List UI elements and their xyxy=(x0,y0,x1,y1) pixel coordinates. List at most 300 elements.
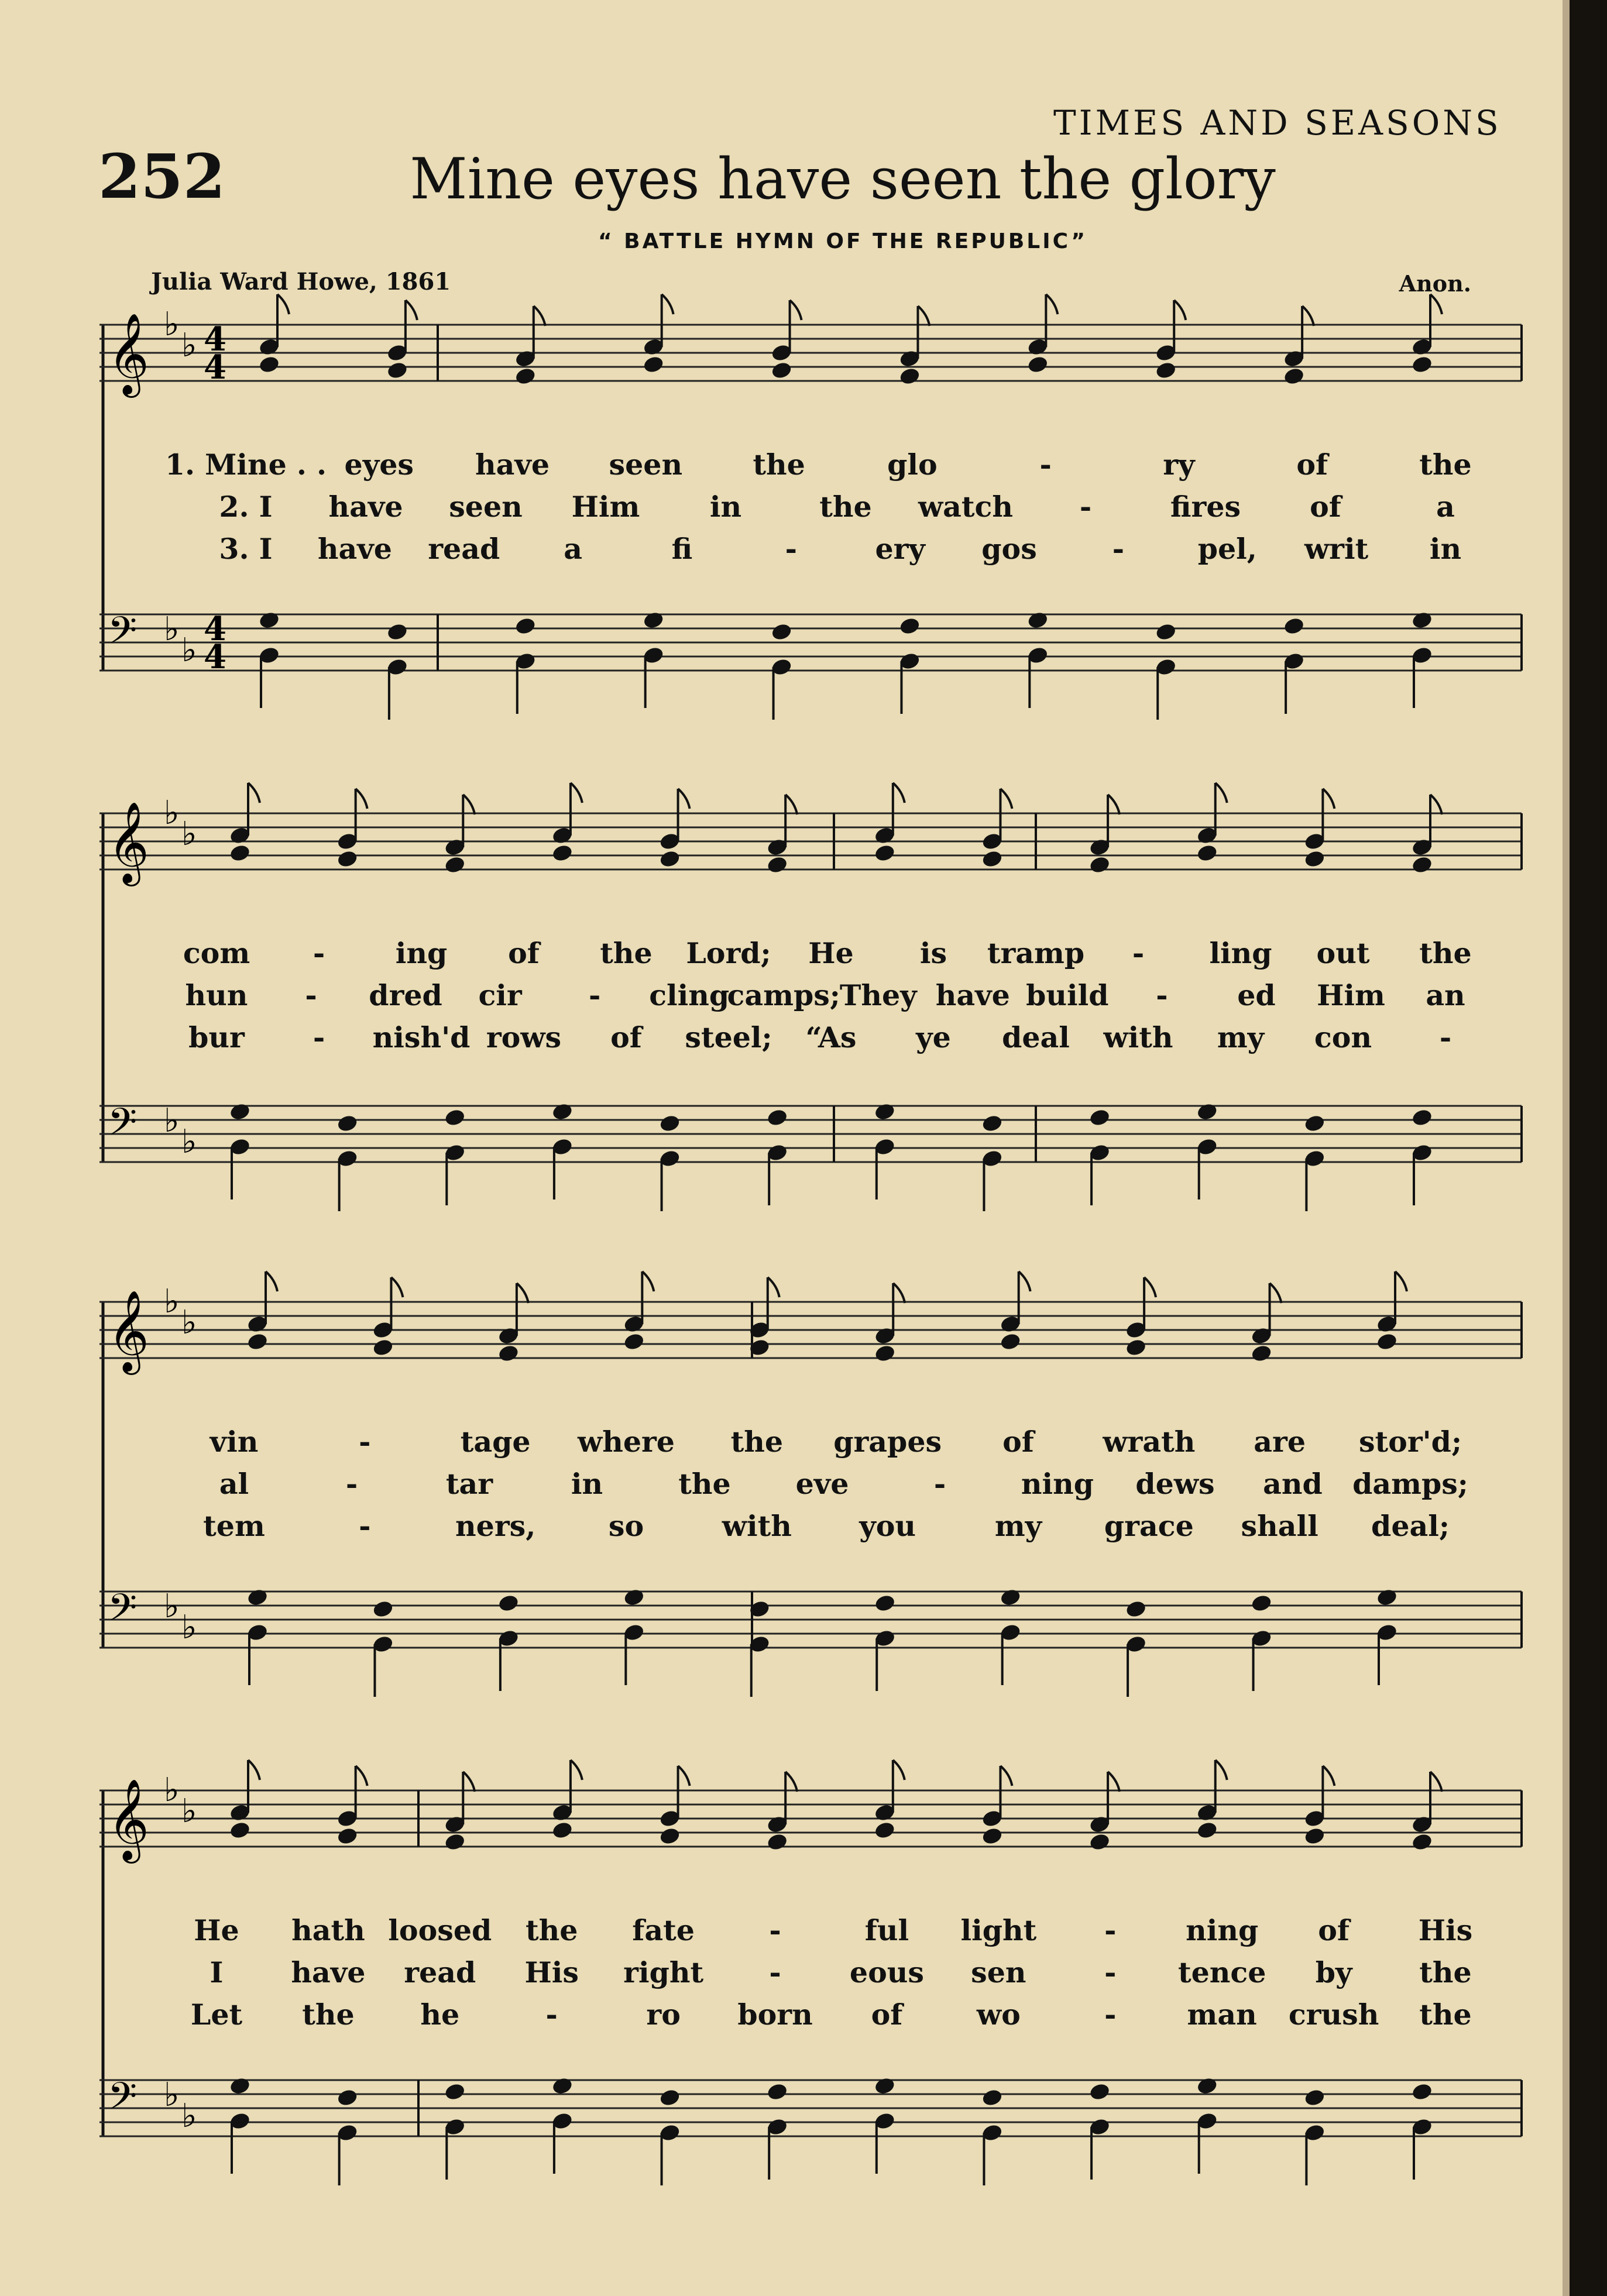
lyric-syllable: - xyxy=(305,978,317,1012)
lyric-syllable: His xyxy=(1418,1913,1473,1947)
note-head xyxy=(1303,849,1326,868)
lyric-syllable: - xyxy=(1104,1955,1117,1989)
note-flag xyxy=(534,306,545,326)
note-head xyxy=(1155,360,1177,380)
treble-clef-icon: 𝄞 xyxy=(108,1290,149,1372)
treble-clef-icon: 𝄞 xyxy=(108,802,149,883)
lyric-syllable: the xyxy=(526,1913,578,1947)
lyric-syllable: cling xyxy=(649,978,730,1012)
note-head xyxy=(1196,2076,1218,2095)
note-head xyxy=(874,1343,896,1363)
lyric-syllable: build xyxy=(1026,978,1109,1012)
note-flag xyxy=(571,783,582,803)
lyric-syllable: Him xyxy=(1317,978,1385,1012)
time-signature: 4 xyxy=(204,348,226,387)
lyric-syllable: 1. Mine . . xyxy=(164,448,327,482)
flat-icon: ♭ xyxy=(181,1304,197,1342)
lyric-syllable: - xyxy=(359,1509,371,1543)
hymn-composer: Anon. xyxy=(1399,270,1471,297)
note-head xyxy=(1411,1108,1433,1127)
lyric-verse-line xyxy=(99,936,1527,971)
lyric-syllable: tramp xyxy=(987,936,1085,970)
note-head xyxy=(658,2088,681,2107)
lyric-syllable: he xyxy=(420,1998,460,2032)
note-flag xyxy=(678,1766,690,1786)
flat-icon: ♭ xyxy=(181,326,197,365)
note-head xyxy=(229,843,251,862)
lyric-syllable: the xyxy=(1419,936,1472,970)
flat-icon: ♭ xyxy=(164,1283,180,1321)
page-edge-shadow xyxy=(1563,0,1570,2296)
note-flag xyxy=(356,1766,368,1786)
lyric-syllable: fires xyxy=(1170,490,1241,524)
flat-icon: ♭ xyxy=(181,1792,197,1830)
lyric-syllable: with xyxy=(1103,1020,1173,1054)
note-head xyxy=(1411,1832,1433,1851)
treble-clef-icon: 𝄞 xyxy=(108,1779,149,1860)
note-head xyxy=(770,360,792,380)
lyric-syllable: crush xyxy=(1288,1998,1379,2032)
note-head xyxy=(372,1338,394,1357)
note-head xyxy=(981,1826,1003,1845)
time-signature: 4 xyxy=(204,320,226,359)
lyric-verse-line xyxy=(99,1998,1527,2033)
lyric-syllable: the xyxy=(1419,448,1472,482)
note-flag xyxy=(1215,783,1227,803)
lyric-syllable: - xyxy=(769,1955,781,1989)
lyric-verse-line xyxy=(99,1955,1527,1991)
lyric-syllable: the xyxy=(730,1425,784,1459)
flat-icon: ♭ xyxy=(164,610,180,648)
lyric-syllable: my xyxy=(994,1509,1042,1543)
note-head xyxy=(658,1826,681,1845)
note-head xyxy=(1088,855,1111,874)
lyric-syllable: the xyxy=(678,1467,731,1501)
note-head xyxy=(1088,1832,1111,1851)
note-head xyxy=(1026,355,1049,374)
lyric-syllable: the xyxy=(600,936,653,970)
note-flag xyxy=(893,783,905,803)
note-head xyxy=(1196,843,1218,862)
note-head xyxy=(444,1832,466,1851)
note-flag xyxy=(1019,1271,1031,1291)
note-head xyxy=(336,1113,358,1133)
note-flag xyxy=(391,1277,403,1297)
lyric-syllable: I xyxy=(210,1955,224,1989)
lyric-syllable: - xyxy=(1132,936,1145,970)
note-head xyxy=(874,1102,896,1121)
lyric-syllable: is xyxy=(919,936,947,970)
lyric-syllable: ful xyxy=(864,1913,909,1947)
note-head xyxy=(766,855,788,874)
note-flag xyxy=(785,795,797,814)
note-head xyxy=(1000,1332,1022,1351)
note-head xyxy=(770,622,792,641)
lyric-syllable: rows xyxy=(486,1020,562,1054)
lyric-syllable: grapes xyxy=(833,1425,942,1459)
note-head xyxy=(229,1820,251,1840)
lyric-syllable: are xyxy=(1254,1425,1306,1459)
lyric-syllable: wrath xyxy=(1103,1425,1196,1459)
note-head xyxy=(898,366,921,386)
music-score xyxy=(99,0,1527,2296)
note-head xyxy=(898,616,921,635)
lyric-syllable: damps; xyxy=(1352,1467,1468,1501)
note-head xyxy=(623,1587,645,1607)
note-head xyxy=(386,622,408,641)
flat-icon: ♭ xyxy=(164,1771,180,1809)
lyric-syllable: ye xyxy=(916,1020,951,1054)
note-flag xyxy=(1430,1772,1442,1792)
lyric-syllable: you xyxy=(859,1509,916,1543)
note-head xyxy=(1196,1102,1218,1121)
lyric-syllable: of xyxy=(1318,1913,1350,1947)
note-head xyxy=(643,355,665,374)
lyric-syllable: steel; xyxy=(685,1020,772,1054)
note-head xyxy=(551,2076,574,2095)
lyric-syllable: tem xyxy=(203,1509,265,1543)
note-flag xyxy=(1000,1766,1012,1786)
note-flag xyxy=(1215,1760,1227,1780)
lyric-syllable: tage xyxy=(460,1425,531,1459)
note-head xyxy=(1155,622,1177,641)
lyric-syllable: - xyxy=(933,1467,946,1501)
hymn-author: Julia Ward Howe, 1861 xyxy=(151,268,451,295)
lyric-syllable: al xyxy=(219,1467,249,1501)
bass-clef-icon: 𝄢 xyxy=(108,609,138,662)
lyric-syllable: pel, xyxy=(1197,532,1257,566)
lyric-syllable: have xyxy=(475,448,550,482)
lyric-syllable: in xyxy=(709,490,742,524)
lyric-syllable: com xyxy=(183,936,250,970)
lyric-syllable: - xyxy=(1112,532,1125,566)
lyric-syllable: Him xyxy=(571,490,640,524)
note-head xyxy=(514,366,537,386)
lyric-syllable: out xyxy=(1316,936,1370,970)
lyric-syllable: tar xyxy=(445,1467,493,1501)
note-head xyxy=(1125,1338,1147,1357)
note-head xyxy=(258,610,280,630)
note-flag xyxy=(1430,294,1442,314)
lyric-syllable: seen xyxy=(609,448,683,482)
lyric-syllable: dred xyxy=(369,978,442,1012)
lyric-syllable: - xyxy=(313,1020,325,1054)
lyric-verse-line xyxy=(99,532,1527,567)
lyric-syllable: - xyxy=(359,1425,371,1459)
note-head xyxy=(258,355,280,374)
lyric-syllable: - xyxy=(1156,978,1168,1012)
lyric-verse-line xyxy=(99,978,1527,1013)
note-flag xyxy=(1302,306,1314,326)
note-head xyxy=(444,855,466,874)
note-head xyxy=(229,1102,251,1121)
lyric-syllable: in xyxy=(1429,532,1462,566)
lyric-syllable: bur xyxy=(188,1020,245,1054)
flat-icon: ♭ xyxy=(181,631,197,669)
lyric-syllable: dews xyxy=(1135,1467,1215,1501)
note-head xyxy=(1411,2082,1433,2101)
note-head xyxy=(623,1332,645,1351)
note-head xyxy=(1088,2082,1111,2101)
note-head xyxy=(874,843,896,862)
lyric-syllable: of xyxy=(1310,490,1341,524)
note-head xyxy=(643,610,665,630)
lyric-syllable: ed xyxy=(1237,978,1276,1012)
note-flag xyxy=(893,1283,905,1303)
lyric-syllable: ning xyxy=(1021,1467,1094,1501)
flat-icon: ♭ xyxy=(164,1102,180,1140)
note-flag xyxy=(248,783,260,803)
note-flag xyxy=(266,1271,277,1291)
lyric-syllable: - xyxy=(1039,448,1052,482)
note-flag xyxy=(1000,789,1012,809)
lyric-syllable: eve xyxy=(795,1467,849,1501)
hymn-number: 252 xyxy=(98,140,226,212)
note-flag xyxy=(277,294,289,314)
lyric-syllable: He xyxy=(194,1913,239,1947)
lyric-syllable: His xyxy=(524,1955,579,1989)
note-flag xyxy=(768,1277,780,1297)
lyric-syllable: light xyxy=(960,1913,1037,1947)
lyric-syllable: - xyxy=(1104,1998,1117,2032)
note-head xyxy=(874,1593,896,1613)
note-head xyxy=(444,2082,466,2101)
lyric-syllable: deal xyxy=(1002,1020,1070,1054)
flat-icon: ♭ xyxy=(181,1608,197,1647)
lyric-syllable: with xyxy=(722,1509,792,1543)
flat-icon: ♭ xyxy=(181,815,197,853)
lyric-syllable: “As xyxy=(805,1020,857,1054)
note-head xyxy=(658,1113,681,1133)
lyric-syllable: where xyxy=(578,1425,675,1459)
note-head xyxy=(658,849,681,868)
flat-icon: ♭ xyxy=(181,1123,197,1161)
lyric-verse-line xyxy=(99,1467,1527,1502)
lyric-syllable: writ xyxy=(1304,532,1369,566)
lyric-syllable: hath xyxy=(291,1913,365,1947)
lyric-syllable: by xyxy=(1315,1955,1352,1989)
note-head xyxy=(1026,610,1049,630)
note-flag xyxy=(356,789,368,809)
lyric-syllable: the xyxy=(819,490,872,524)
note-head xyxy=(336,1826,358,1845)
note-flag xyxy=(1430,795,1442,814)
lyric-verse-line xyxy=(99,1913,1527,1948)
note-flag xyxy=(1323,789,1334,809)
note-head xyxy=(874,1820,896,1840)
treble-clef-icon: 𝄞 xyxy=(108,313,149,394)
lyric-syllable: con xyxy=(1314,1020,1372,1054)
flat-icon: ♭ xyxy=(181,2097,197,2135)
lyric-syllable: my xyxy=(1217,1020,1265,1054)
lyric-syllable: fate xyxy=(632,1913,695,1947)
lyric-syllable: ing xyxy=(395,936,448,970)
note-flag xyxy=(918,306,929,326)
note-flag xyxy=(790,300,802,320)
lyric-syllable: ning xyxy=(1186,1913,1259,1947)
lyric-syllable: an xyxy=(1426,978,1465,1012)
lyric-verse-line xyxy=(99,1509,1527,1544)
note-head xyxy=(1250,1593,1272,1613)
lyric-syllable: - xyxy=(785,532,797,566)
lyric-syllable: the xyxy=(1419,1955,1472,1989)
note-head xyxy=(336,849,358,868)
note-head xyxy=(1303,1826,1326,1845)
lyric-syllable: ro xyxy=(646,1998,681,2032)
note-flag xyxy=(463,795,475,814)
note-flag xyxy=(406,300,417,320)
note-head xyxy=(981,1113,1003,1133)
lyric-syllable: in xyxy=(571,1467,603,1501)
lyric-syllable: of xyxy=(610,1020,642,1054)
lyric-syllable: deal; xyxy=(1371,1509,1450,1543)
lyric-syllable: hun xyxy=(185,978,248,1012)
lyric-syllable: tence xyxy=(1177,1955,1266,1989)
lyric-verse-line xyxy=(99,490,1527,525)
lyric-syllable: 3. I xyxy=(219,532,273,566)
lyric-syllable: watch xyxy=(918,490,1014,524)
lyric-syllable: of xyxy=(1296,448,1328,482)
note-head xyxy=(981,2088,1003,2107)
time-signature: 4 xyxy=(204,638,226,676)
note-flag xyxy=(1046,294,1057,314)
lyric-syllable: a xyxy=(1436,490,1455,524)
note-head xyxy=(766,1108,788,1127)
note-head xyxy=(766,2082,788,2101)
note-head xyxy=(514,616,537,635)
lyric-syllable: loosed xyxy=(388,1913,492,1947)
lyric-syllable: Lord; xyxy=(686,936,771,970)
note-head xyxy=(766,1832,788,1851)
note-flag xyxy=(678,789,690,809)
lyric-syllable: wo xyxy=(976,1998,1021,2032)
bass-clef-icon: 𝄢 xyxy=(108,1101,138,1153)
lyric-syllable: read xyxy=(428,532,500,566)
flat-icon: ♭ xyxy=(164,794,180,832)
note-head xyxy=(372,1599,394,1618)
lyric-verse-line xyxy=(99,1020,1527,1056)
lyric-syllable: ling xyxy=(1209,936,1272,970)
note-head xyxy=(497,1593,520,1613)
lyric-syllable: so xyxy=(608,1509,644,1543)
note-head xyxy=(1411,355,1433,374)
note-head xyxy=(1411,610,1433,630)
lyric-syllable: - xyxy=(1079,490,1092,524)
note-head xyxy=(1000,1587,1022,1607)
lyric-syllable: man xyxy=(1187,1998,1257,2032)
lyric-syllable: the xyxy=(302,1998,355,2032)
lyric-syllable: vin xyxy=(210,1425,259,1459)
book-binding xyxy=(1570,0,1607,2296)
lyric-syllable: - xyxy=(545,1998,558,2032)
lyric-syllable: grace xyxy=(1104,1509,1194,1543)
note-head xyxy=(246,1587,269,1607)
note-flag xyxy=(1323,1766,1334,1786)
lyric-syllable: glo xyxy=(887,448,938,482)
note-flag xyxy=(662,294,674,314)
note-flag xyxy=(1395,1271,1407,1291)
note-head xyxy=(386,360,408,380)
note-head xyxy=(1125,1599,1147,1618)
lyric-syllable: He xyxy=(808,936,854,970)
tune-name: “ BATTLE HYMN OF THE REPUBLIC” xyxy=(598,229,1088,253)
note-head xyxy=(246,1332,269,1351)
lyric-syllable: the xyxy=(753,448,805,482)
note-flag xyxy=(517,1283,528,1303)
note-flag xyxy=(1270,1283,1282,1303)
lyric-syllable: seen xyxy=(449,490,523,524)
note-head xyxy=(551,843,574,862)
note-head xyxy=(1250,1343,1272,1363)
lyric-syllable: - xyxy=(769,1913,781,1947)
lyric-syllable: a xyxy=(564,532,582,566)
note-head xyxy=(1196,1820,1218,1840)
note-head xyxy=(981,849,1003,868)
lyric-verse-line xyxy=(99,1425,1527,1460)
flat-icon: ♭ xyxy=(164,1587,180,1625)
note-head xyxy=(1283,366,1305,386)
lyric-syllable: have xyxy=(935,978,1010,1012)
note-head xyxy=(1376,1587,1398,1607)
hymn-title: Mine eyes have seen the glory xyxy=(410,146,1276,212)
lyric-syllable: ry xyxy=(1163,448,1195,482)
lyric-syllable: - xyxy=(313,936,325,970)
lyric-syllable: of xyxy=(871,1998,903,2032)
note-flag xyxy=(893,1760,905,1780)
note-flag xyxy=(785,1772,797,1792)
lyric-syllable: - xyxy=(588,978,601,1012)
note-head xyxy=(551,1820,574,1840)
lyric-verse-line xyxy=(99,448,1527,483)
bass-clef-icon: 𝄢 xyxy=(108,1586,138,1639)
note-flag xyxy=(248,1760,260,1780)
lyric-syllable: sen xyxy=(971,1955,1026,1989)
lyric-syllable: eous xyxy=(849,1955,924,1989)
lyric-syllable: 2. I xyxy=(219,490,273,524)
lyric-syllable: ery xyxy=(875,532,925,566)
lyric-syllable: cir xyxy=(478,978,522,1012)
lyric-syllable: stor'd; xyxy=(1358,1425,1462,1459)
lyric-syllable: gos xyxy=(981,532,1037,566)
lyric-syllable: right xyxy=(623,1955,704,1989)
time-signature: 4 xyxy=(204,610,226,648)
lyric-syllable: born xyxy=(737,1998,813,2032)
lyric-syllable: have xyxy=(328,490,403,524)
lyric-syllable: fi xyxy=(671,532,693,566)
note-flag xyxy=(1108,795,1120,814)
note-head xyxy=(1303,2088,1326,2107)
note-head xyxy=(551,1102,574,1121)
note-head xyxy=(1303,1113,1326,1133)
note-flag xyxy=(1174,300,1186,320)
note-head xyxy=(1376,1332,1398,1351)
flat-icon: ♭ xyxy=(164,2076,180,2114)
note-head xyxy=(229,2076,251,2095)
note-flag xyxy=(463,1772,475,1792)
lyric-syllable: - xyxy=(1439,1020,1452,1054)
note-head xyxy=(874,2076,896,2095)
music-notation xyxy=(99,0,1527,2296)
lyric-syllable: and xyxy=(1263,1467,1323,1501)
note-head xyxy=(1088,1108,1111,1127)
lyric-syllable: Let xyxy=(190,1998,243,2032)
note-flag xyxy=(642,1271,654,1291)
note-head xyxy=(336,2088,358,2107)
lyric-syllable: They xyxy=(839,978,917,1012)
bass-clef-icon: 𝄢 xyxy=(108,2075,138,2127)
note-head xyxy=(497,1343,520,1363)
lyric-syllable: shall xyxy=(1241,1509,1318,1543)
